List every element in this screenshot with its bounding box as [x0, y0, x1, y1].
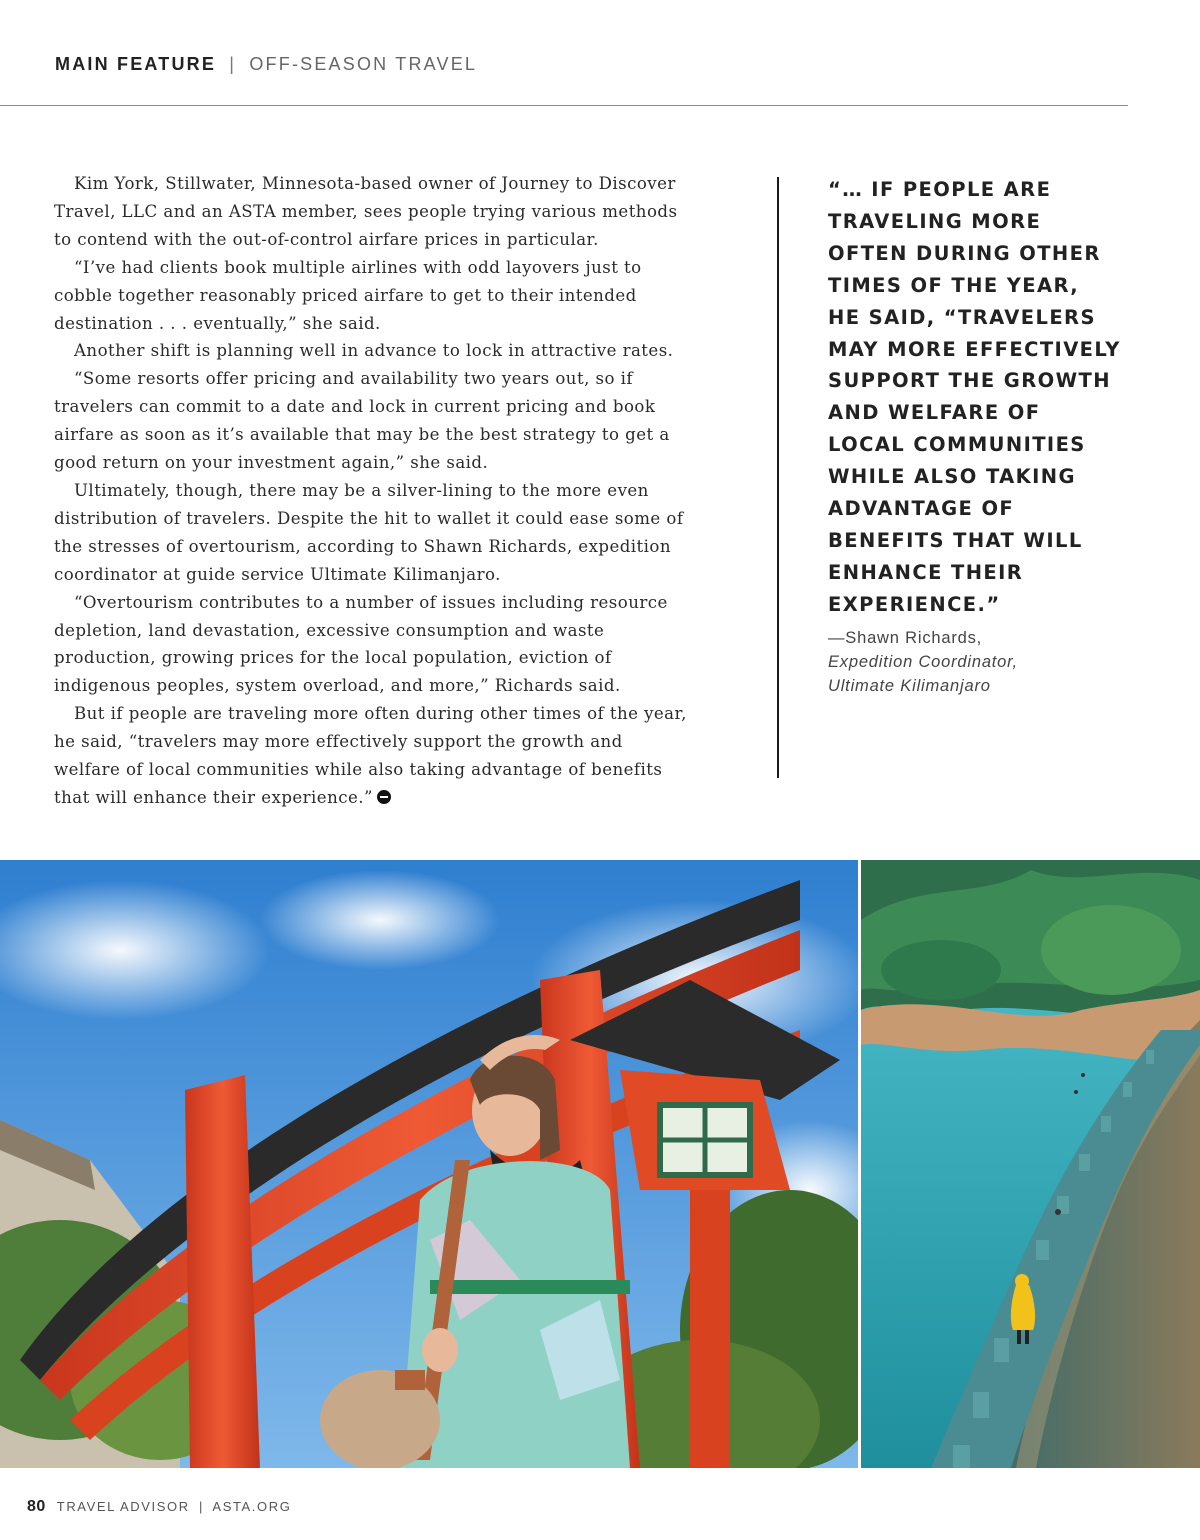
pull-quote-line: HE SAID, “TRAVELERS [828, 305, 1096, 329]
pull-quote-line: WHILE ALSO TAKING [828, 465, 1076, 489]
article-body [54, 170, 694, 812]
article-paragraph: “Some resorts offer pricing and availability two years out, so if travelers can commit to a date and lock in current pricing and book airfare as soon as it’s available that may be the best strategy to get a good return on your investment again,” she said. [54, 369, 670, 473]
article-paragraph: Kim York, Stillwater, Minnesota-based owner of Journey to Discover Travel, LLC and an ASTA member, sees people trying various methods to contend with the out-of-control airfare prices in particular. [54, 174, 678, 249]
attribution-organization: Ultimate Kilimanjaro [828, 677, 991, 695]
attribution-role: Expedition Coordinator, [828, 653, 1018, 671]
topic-label: OFF-SEASON TRAVEL [249, 54, 478, 74]
pull-quote-attribution [828, 626, 1128, 698]
article-paragraph-text: But if people are traveling more often during other times of the year, he said, “travelers may more effectively support the growth and welfare of local communities while also taking advantage of benefits that will enhance their experience.” [54, 704, 687, 807]
pull-quote-line: MAY MORE EFFECTIVELY [828, 337, 1121, 361]
website-link: ASTA.ORG [212, 1499, 292, 1514]
section-label: MAIN FEATURE [55, 54, 217, 74]
attribution-name: —Shawn Richards, [828, 629, 983, 647]
end-of-article-icon [377, 790, 391, 804]
pull-quote-rule [777, 177, 779, 778]
article-paragraph: “Overtourism contributes to a number of issues including resource depletion, land devastation, excessive consumption and waste production, growing prices for the local population, eviction of indigenous peoples, system overload, and more,” Richards said. [54, 592, 668, 696]
article-paragraph: Another shift is planning well in advance to lock in attractive rates. [74, 341, 674, 361]
header-separator: | [229, 54, 237, 74]
pull-quote-line: EXPERIENCE.” [828, 592, 1001, 616]
pull-quote-line: ENHANCE THEIR [828, 560, 1024, 584]
pull-quote-line: ADVANTAGE OF [828, 497, 1015, 521]
pull-quote-line: SUPPORT THE GROWTH [828, 369, 1111, 393]
pull-quote-line: TRAVELING MORE [828, 209, 1042, 233]
page-number: 80 [27, 1498, 46, 1515]
article-paragraph [54, 700, 694, 812]
torii-gate-photo [0, 860, 858, 1468]
pull-quote-line: “… IF PEOPLE ARE [828, 178, 1052, 201]
footer-separator: | [198, 1499, 204, 1514]
pull-quote-line: AND WELFARE OF [828, 401, 1041, 425]
article-paragraph: “I’ve had clients book multiple airlines with odd layovers just to cobble together reasonably priced airfare to get to their intended destination . . . eventually,” she said. [54, 257, 642, 333]
page-footer [27, 1498, 291, 1516]
pull-quote-line: BENEFITS THAT WILL [828, 528, 1083, 552]
pull-quote [828, 174, 1128, 621]
article-paragraph: Ultimately, though, there may be a silver-lining to the more even distribution of travelers. Despite the hit to wallet it could ease some of the stresses of overtourism, according to Shawn Richards, expedition coordinator at guide service Ultimate Kilimanjaro. [54, 480, 684, 584]
running-header [55, 54, 477, 75]
pull-quote-line: LOCAL COMMUNITIES [828, 433, 1086, 457]
pull-quote-line: OFTEN DURING OTHER [828, 241, 1101, 265]
pull-quote-line: TIMES OF THE YEAR, [828, 273, 1080, 297]
header-divider [0, 105, 1128, 106]
dam-reservoir-photo [861, 860, 1200, 1468]
publication-name: TRAVEL ADVISOR [56, 1499, 190, 1514]
